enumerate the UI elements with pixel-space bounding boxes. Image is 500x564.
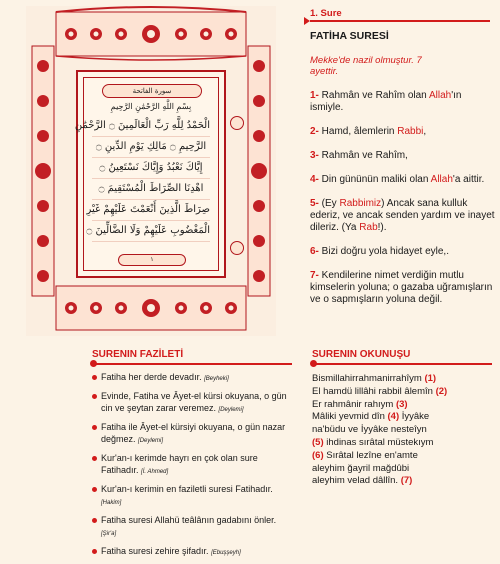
- fazilet-item: [92, 390, 287, 416]
- okunus-line: [312, 399, 492, 412]
- verse-item: [310, 246, 495, 258]
- okunus-line: [312, 450, 492, 463]
- verse-text: Din gününün maliki olan: [318, 174, 431, 185]
- okunus-verse-number: (6): [312, 449, 324, 461]
- fazilet-source: [Deylemi]: [218, 407, 244, 413]
- okunus-verse-number: (5): [312, 436, 324, 448]
- right-ornament-band: [242, 46, 276, 296]
- verse-text: Kendilerine nimet verdiğin mutlu kimselerin yoluna; o gazaba uğramışların ve o sapmışların yoluna değil.: [310, 270, 493, 305]
- fazilet-item: [92, 483, 287, 509]
- sure-name: FATİHA SURESİ: [310, 30, 389, 42]
- okunus-verse-number: (7): [400, 475, 413, 487]
- okunus-line: [312, 411, 492, 424]
- verse-item: [310, 174, 495, 186]
- arabic-text-block: [74, 116, 210, 242]
- okunus-verse-number: (3): [395, 398, 408, 410]
- okunus-text: Er rahmânir rahıym: [312, 398, 396, 410]
- okunus-block: [312, 373, 492, 488]
- verse-number: 1-: [310, 90, 319, 101]
- side-medallion-icon: [230, 241, 244, 255]
- verse-text: 'ın ismiyle.: [310, 90, 462, 113]
- verse-number: 4-: [310, 174, 319, 185]
- highlighted-word: Allah: [428, 90, 452, 101]
- arabic-line: الْمَغْضُوبِ عَلَيْهِمْ وَلَا الضَّالِّينَ ۝: [92, 221, 210, 242]
- arabic-line: صِرَاطَ الَّذِينَ أَنْعَمْتَ عَلَيْهِمْ غَيْرِ: [92, 200, 210, 221]
- fazilet-item: [92, 514, 287, 540]
- fazilet-source: [İ. Ahmed]: [141, 469, 169, 475]
- fazilet-source: [Deylemi]: [138, 438, 164, 444]
- mushaf-page: [26, 6, 276, 336]
- left-ornament-band: [26, 46, 60, 296]
- verse-item: [310, 150, 495, 162]
- okunus-line: [312, 437, 492, 450]
- arabic-line: الْحَمْدُ لِلَّهِ رَبِّ الْعَالَمِينَ ۝ الرَّحْمَٰنِ: [92, 116, 210, 137]
- okunus-text: na'büdu ve İyyâke nesteîyn: [312, 424, 427, 436]
- verse-number: 6-: [310, 246, 319, 257]
- verse-text: (Ey: [318, 198, 340, 209]
- side-medallion-icon: [230, 116, 244, 130]
- fazilet-item: [92, 371, 287, 385]
- arabic-line: الرَّحِيمِ ۝ مَالِكِ يَوْمِ الدِّينِ ۝: [92, 137, 210, 158]
- verse-item: [310, 90, 495, 114]
- verse-item: [310, 270, 495, 306]
- okunus-line: [312, 475, 492, 488]
- fazilet-item: [92, 545, 287, 559]
- fazilet-source: [Hakim]: [101, 500, 122, 506]
- verse-text: 'a aittir.: [452, 174, 485, 185]
- fazilet-list: [92, 371, 287, 564]
- arabic-line: اهْدِنَا الصِّرَاطَ الْمُسْتَقِيمَ ۝: [92, 179, 210, 200]
- highlighted-word: Rabbimiz: [339, 198, 382, 209]
- okunus-verse-number: (4): [387, 411, 400, 423]
- verse-number: 5-: [310, 198, 319, 209]
- verse-text: Rahmân ve Rahîm olan: [318, 90, 429, 101]
- verse-number: 3-: [310, 150, 319, 161]
- text-frame: [76, 70, 226, 278]
- okunus-text: aleyhim ğayril mağdûbi: [312, 462, 410, 474]
- fazilet-text: Fatiha suresi zehire şifadır.: [101, 546, 212, 556]
- okunus-text: El hamdü lillâhi rabbil âlemîn: [312, 385, 436, 397]
- fazilet-source: [Şir'a]: [101, 531, 117, 537]
- okunus-line: [312, 373, 492, 386]
- sura-header: سورة الفاتحة: [102, 84, 202, 98]
- verse-text: !).: [377, 222, 387, 233]
- verse-text: ) Ancak sana kulluk ederiz, ve ancak senden yardım ve inayet dileriz. (Ya: [310, 198, 495, 233]
- okunus-title: SURENIN OKUNUŞU: [312, 349, 411, 360]
- translation-verses: [310, 90, 495, 318]
- verse-text: Rahmân ve Rahîm,: [318, 150, 408, 161]
- top-ornament-band: [26, 6, 276, 60]
- okunus-divider: [312, 363, 492, 365]
- okunus-text: İyyâke: [399, 411, 430, 423]
- fazilet-text: Kur'an-ı kerimde hayrı en çok olan sure Fatihadır.: [101, 453, 258, 475]
- arabic-line: إِيَّاكَ نَعْبُدُ وَإِيَّاكَ نَسْتَعِينُ ۝: [92, 158, 210, 179]
- verse-text: Bizi doğru yola hidayet eyle,.: [318, 246, 449, 257]
- verse-item: [310, 126, 495, 138]
- okunus-line: [312, 424, 492, 437]
- verse-text: ,: [423, 126, 427, 137]
- okunus-text: Sırâtal lezîne en'amte: [323, 449, 418, 461]
- sure-divider: [310, 20, 490, 22]
- bottom-ornament-band: [26, 282, 276, 336]
- verse-number: 7-: [310, 270, 319, 281]
- okunus-text: Mâliki yevmid dîn: [312, 411, 388, 423]
- verse-number: 2-: [310, 126, 319, 137]
- okunus-verse-number: (2): [435, 385, 448, 397]
- fazilet-source: [Ebuşşeyh]: [211, 550, 241, 556]
- text-frame-inner: [74, 77, 219, 271]
- okunus-line: [312, 386, 492, 399]
- fazilet-item: [92, 421, 287, 447]
- juz-label: ١: [118, 254, 186, 266]
- okunus-line: [312, 463, 492, 476]
- basmala: بِسْمِ اللَّهِ الرَّحْمَٰنِ الرَّحِيمِ: [110, 102, 192, 111]
- fazilet-text: Fatiha suresi Allahü teâlânın gadabını önler.: [101, 515, 277, 525]
- verse-item: [310, 198, 495, 234]
- okunus-text: aleyhim velad dâllîn.: [312, 475, 401, 487]
- okunus-text: Bismillahirrahmanirrahîym: [312, 373, 425, 384]
- highlighted-word: Rab: [359, 222, 378, 233]
- okunus-verse-number: (1): [424, 373, 437, 384]
- fazilet-item: [92, 452, 287, 478]
- fazilet-text: Fatiha her derde devadır.: [101, 372, 205, 382]
- fazilet-source: [Beyheki]: [204, 376, 229, 382]
- fazilet-text: Kur'an-ı kerimin en faziletli suresi Fatihadır.: [101, 484, 273, 494]
- fazilet-divider: [92, 363, 292, 365]
- fazilet-text: Fatiha ile Âyet-el kürsiyi okuyana, o gün nazar değmez.: [101, 422, 286, 444]
- fazilet-title: SURENIN FAZİLETİ: [92, 349, 184, 360]
- revelation-info: Mekke'de nazil olmuştur. 7 ayettir.: [310, 55, 422, 77]
- highlighted-word: Allah: [430, 174, 453, 185]
- highlighted-word: Rabbi: [397, 126, 424, 137]
- okunus-text: ihdinas sırâtal müstekıym: [323, 436, 434, 448]
- sure-number: 1. Sure: [310, 8, 342, 19]
- verse-text: Hamd, âlemlerin: [318, 126, 398, 137]
- fazilet-text: Evinde, Fatiha ve Âyet-el kürsi okuyana, o gün cin ve şeytan zarar veremez.: [101, 391, 287, 413]
